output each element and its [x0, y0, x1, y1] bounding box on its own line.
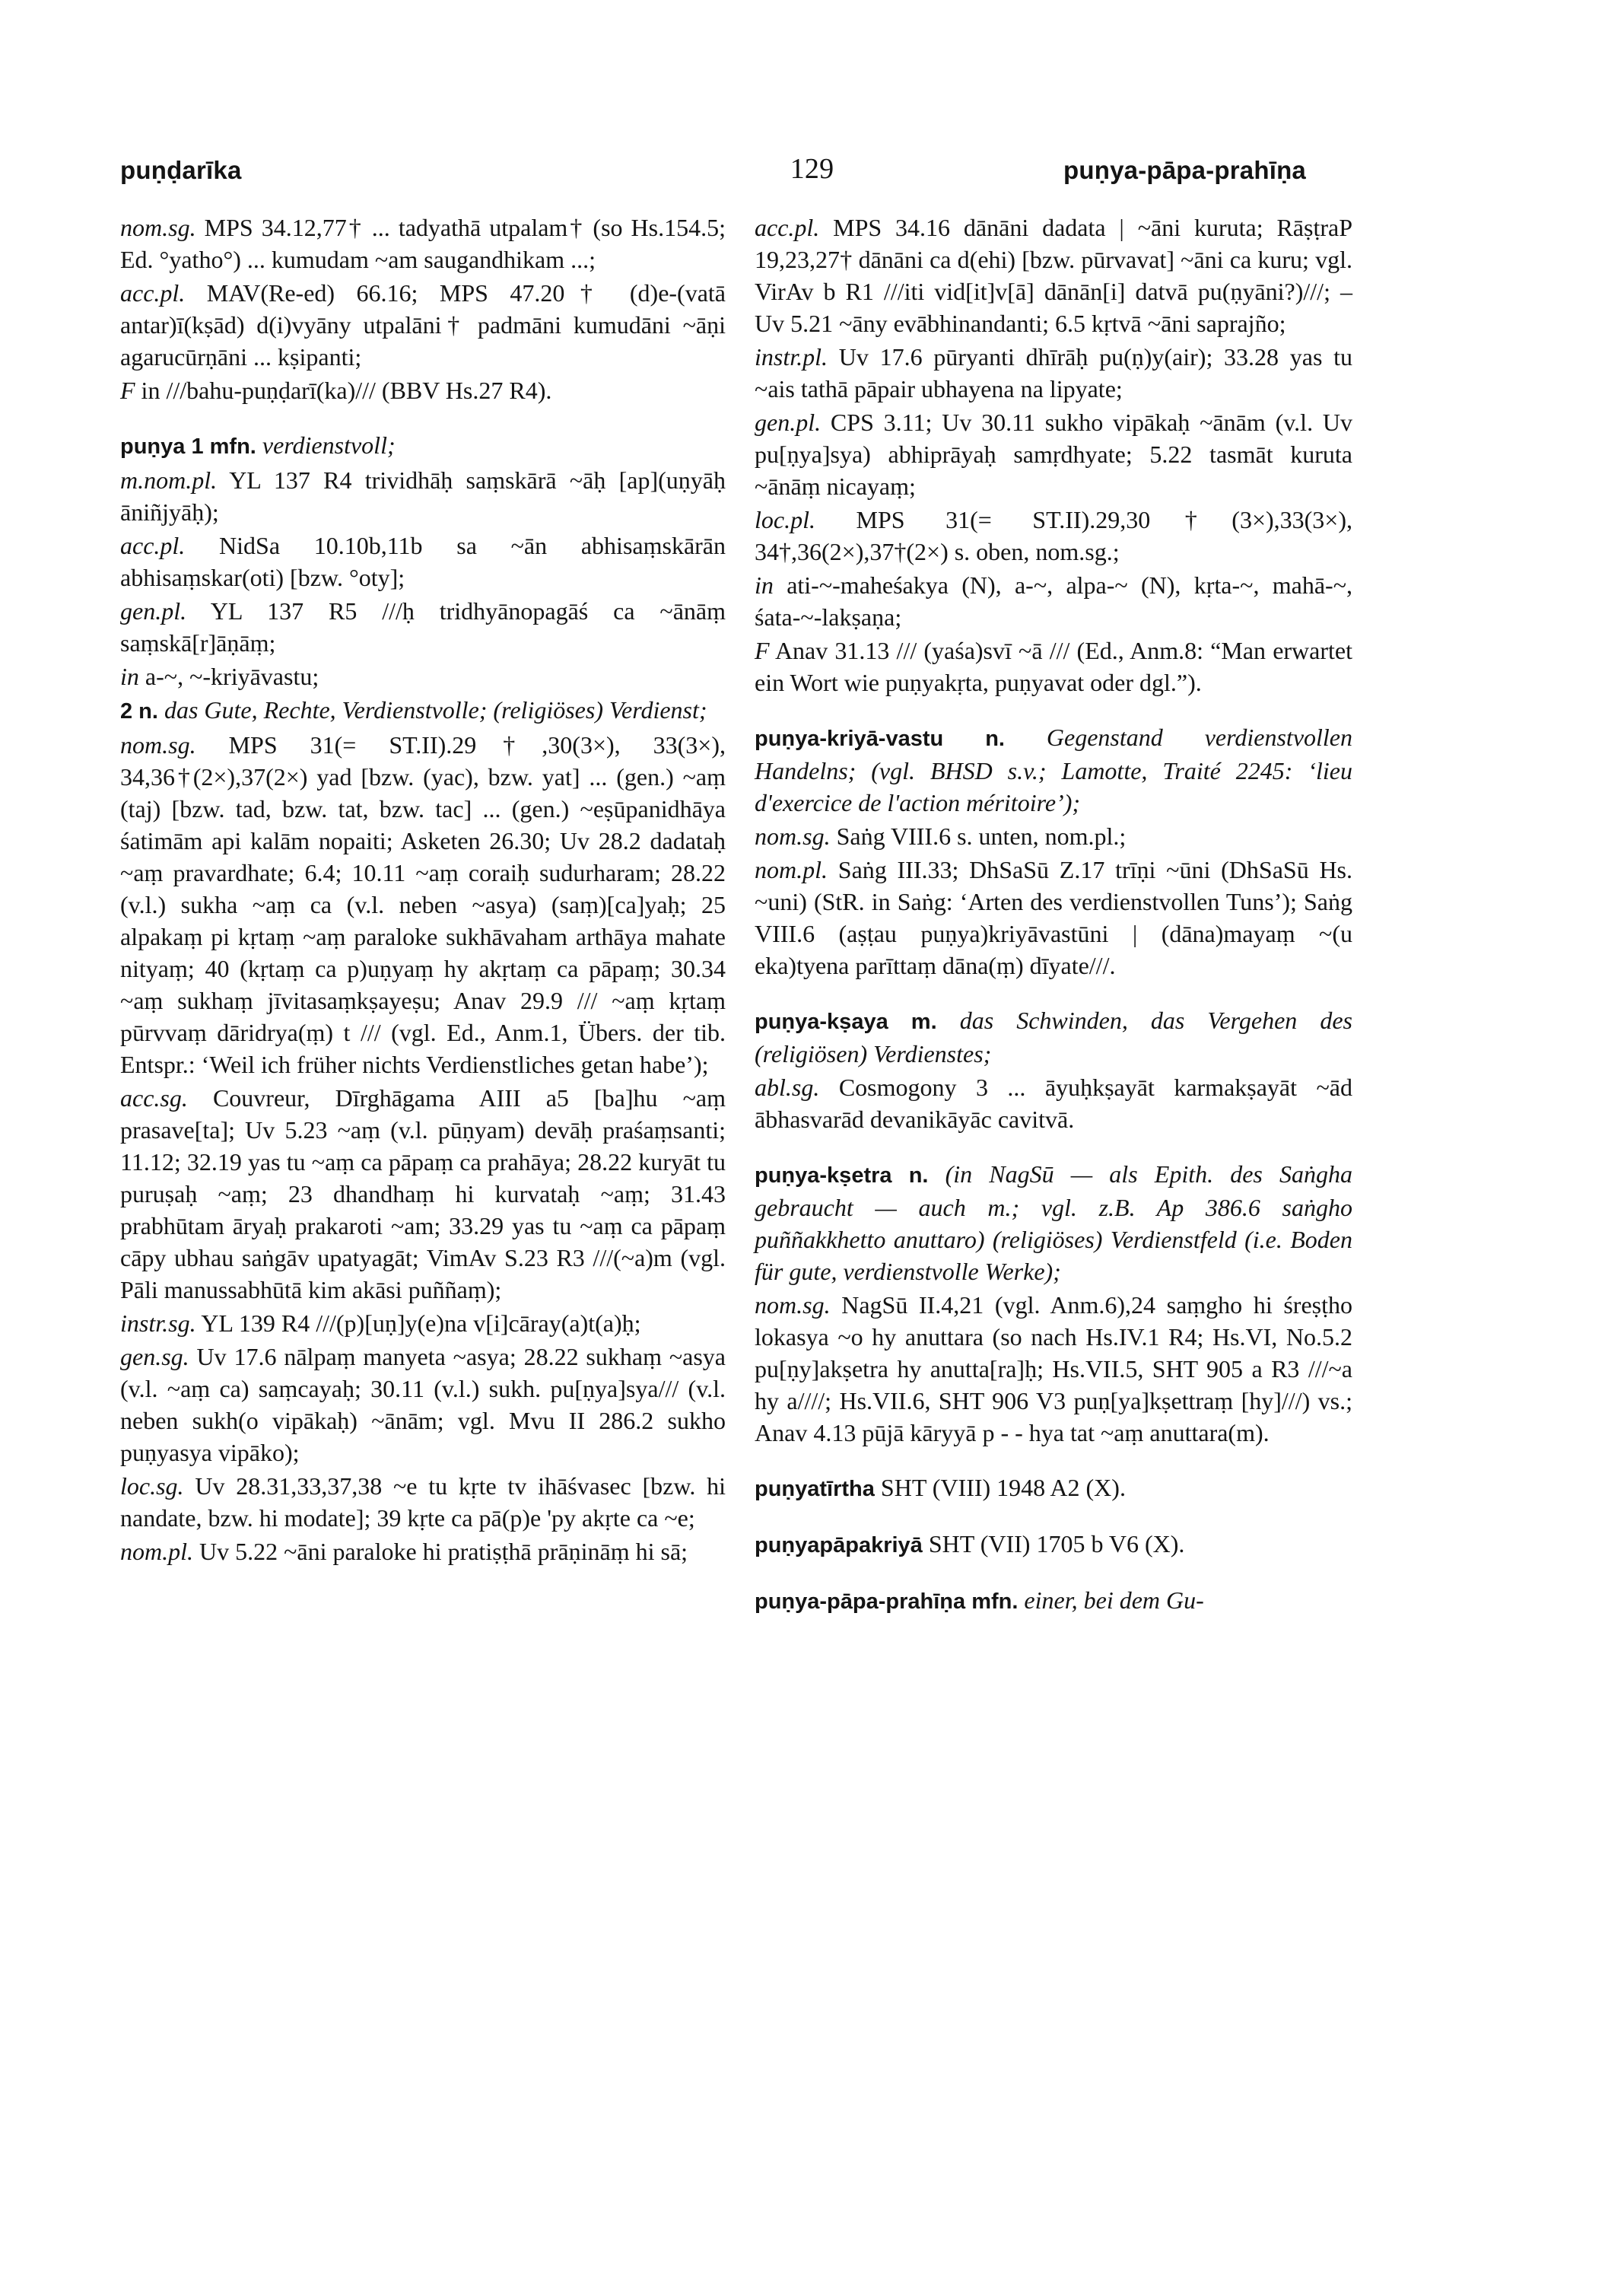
- entry-text: in ///bahu-puṇḍarī(ka)/// (BBV Hs.27 R4).: [141, 377, 552, 404]
- entry-grammar: nom.sg.: [755, 1291, 831, 1319]
- entry-text: Saṅg VIII.6 s. unten, nom.pl.;: [836, 822, 1127, 850]
- dictionary-entry: [755, 569, 1352, 633]
- entry-text: Uv 28.31,33,37,38 ~e tu kṛte tv ihāśvasec [bzw. hi nandate, bzw. hi modate]; 39 kṛte ca pā(p)e 'py akṛte ca ~e;: [120, 1472, 726, 1532]
- entry-grammar: acc.pl.: [120, 532, 186, 559]
- entry-grammar: einer, bei dem Gu-: [1024, 1586, 1204, 1614]
- dictionary-entry: [120, 729, 726, 1080]
- entry-grammar: nom.sg.: [755, 822, 831, 850]
- entry-text: Cosmogony 3 ... āyuḥkṣayāt karmakṣayāt ~ād ābhasvarād devanikāyāc cavitvā.: [755, 1074, 1353, 1133]
- entry-grammar: verdienstvoll;: [262, 431, 396, 459]
- entry-headword: 2 n.: [120, 699, 158, 724]
- dictionary-entry: [120, 1307, 726, 1339]
- entry-text: Uv 17.6 nālpaṃ manyeta ~asya; 28.22 sukhaṃ ~asya (v.l. ~aṃ ca) saṃcayaḥ; 30.11 (v.l.) sukh. pu[ṇya]sya/// (v.l. neben sukh(o vipākaḥ) ~ānām; vgl. Mvu II 286.2 sukho puṇyasya vipāko);: [120, 1343, 726, 1466]
- entry-text: MPS 34.12,77† ... tadyathā utpalam† (so Hs.154.5; Ed. °yatho°) ... kumudam ~am saugandhikam ...;: [120, 214, 726, 273]
- entry-text: a-~, ~-kriyāvastu;: [145, 663, 319, 690]
- entry-grammar: F: [120, 377, 135, 404]
- entry-grammar: nom.sg.: [120, 214, 196, 241]
- dictionary-entry: [120, 1535, 726, 1567]
- entry-text: Couvreur, Dīrghāgama AIII a5 [ba]hu ~aṃ prasave[ta]; Uv 5.23 ~aṃ (v.l. pūṇyam) devāḥ praśaṃsanti; 11.12; 32.19 yas tu ~aṃ ca pāpaṃ ca prahāya; 28.22 kuryāt tu puruṣaḥ ~aṃ; 23 dhandhaṃ hi kurvataḥ ~aṃ; 31.43 prabhūtam āryaḥ prakaroti ~am; 33.29 yas tu ~aṃ ca pāpaṃ cāpy ubhau saṅgāv upatyagāt; VimAv S.23 R3 ///(~a)m (vgl. Pāli manussabhūtā kim akāsi puññaṃ);: [120, 1084, 726, 1303]
- dictionary-entry: [120, 464, 726, 528]
- dictionary-entry: [120, 1082, 726, 1306]
- entry-grammar: nom.sg.: [120, 731, 196, 759]
- left-column: [120, 212, 726, 1569]
- dictionary-entry: [120, 212, 726, 275]
- entry-headword: puṇya-kṣetra n.: [755, 1163, 929, 1188]
- entry-grammar: in: [755, 571, 774, 599]
- entry-grammar: m.nom.pl.: [120, 466, 218, 494]
- dictionary-entry: [755, 1528, 1352, 1561]
- entry-grammar: loc.pl.: [755, 506, 815, 533]
- entry-grammar: (in NagSū — als Epith. des Saṅgha gebraucht — auch m.; vgl. z.B. Ap 386.6 saṅgho puññakkhetto anuttaro) (religiöses) Verdienstfeld (i.e. Boden für gute, verdienstvolle Werke);: [755, 1160, 1353, 1285]
- entry-text: Saṅg III.33; DhSaSū Z.17 trīṇi ~ūni (DhSaSū Hs. ~uni) (StR. in Saṅg: ‘Arten des verdienstvollen Tuns’); Saṅg VIII.6 (aṣṭau puṇya)kriyāvastūni | (dāna)mayaṃ ~(u eka)tyena parīttaṃ dāna(ṃ) dīyate///.: [755, 856, 1353, 979]
- dictionary-entry: [755, 820, 1352, 852]
- entry-grammar: nom.pl.: [120, 1538, 193, 1565]
- entry-grammar: nom.pl.: [755, 856, 828, 883]
- entry-text: NagSū II.4,21 (vgl. Anm.6),24 saṃgho hi śreṣṭho lokasya ~o hy anuttara (so nach Hs.IV.1 R4; Hs.VI, No.5.2 pu[ṇy]akṣetra hy anutta[ra]ḥ; Hs.VII.5, SHT 905 a R3 ///~a hy a////; Hs.VII.6, SHT 906 V3 puṇ[ya]kṣettraṃ [hy]///) vs.; Anav 4.13 pūjā kāryyā p - - hya tat ~aṃ anuttara(m).: [755, 1291, 1352, 1446]
- entry-grammar: acc.pl.: [120, 279, 186, 307]
- entry-grammar: acc.pl.: [755, 214, 820, 241]
- entry-grammar: instr.pl.: [755, 343, 828, 371]
- entry-text: CPS 3.11; Uv 30.11 sukho vipākaḥ ~ānām (v.l. Uv pu[ṇya]sya) abhiprāyaḥ samṛdhyate; 5.22 tasmāt kuruta ~ānāṃ nicayaṃ;: [755, 409, 1353, 500]
- dictionary-entry: [755, 212, 1352, 339]
- entry-grammar: das Schwinden, das Vergehen des (religiösen) Verdienstes;: [755, 1007, 1353, 1067]
- dictionary-entry: [120, 1341, 726, 1468]
- dictionary-entry: [120, 595, 726, 659]
- entry-grammar: acc.sg.: [120, 1084, 188, 1112]
- entry-grammar: in: [120, 663, 139, 690]
- entry-grammar: das Gute, Rechte, Verdienstvolle; (religiöses) Verdienst;: [164, 696, 707, 724]
- dictionary-entry: [755, 406, 1352, 502]
- dictionary-entry: [755, 1071, 1352, 1135]
- dictionary-entry: [120, 374, 726, 406]
- entry-grammar: F: [755, 637, 770, 664]
- dictionary-entry: [755, 721, 1352, 819]
- dictionary-entry: [120, 1470, 726, 1534]
- running-head-right: puṇya-pāpa-prahīṇa: [1063, 156, 1306, 184]
- dictionary-entry: [755, 1158, 1352, 1287]
- entry-text: MPS 31(= ST.II).29,30†(3×),33(3×), 34†,36(2×),37†(2×) s. oben, nom.sg.;: [755, 506, 1353, 565]
- entry-text: MAV(Re-ed) 66.16; MPS 47.20† (d)e-(vatā antar)ī(kṣād) d(i)vyāny utpalāni† padmāni kumudāni ~āṇi agarucūrṇāni ... kṣipanti;: [120, 279, 726, 371]
- dictionary-entry: [755, 504, 1352, 568]
- entry-headword: puṇya-kriyā-vastu n.: [755, 727, 1005, 751]
- entry-text: Uv 17.6 pūryanti dhīrāḥ pu(ṇ)y(air); 33.28 yas tu ~ais tathā pāpair ubhayena na lipyate;: [755, 343, 1353, 402]
- entry-text: YL 139 R4 ///(p)[uṇ]y(e)na v[i]cāray(a)t(a)ḥ;: [201, 1309, 641, 1337]
- entry-grammar: loc.sg.: [120, 1472, 184, 1500]
- entry-text: YL 137 R4 trividhāḥ saṃskārā ~āḥ [ap](uṇyāḥ āniñjyāḥ);: [120, 466, 726, 526]
- entry-grammar: gen.sg.: [120, 1343, 189, 1370]
- entry-text: MPS 34.16 dānāni dadata | ~āni kuruta; RāṣṭraP 19,23,27† dānāni ca d(ehi) [bzw. pūrvavat] ~āni ca kuru; vgl. VirAv b R1 ///iti vid[it]v[ā] dānān[i] datvā pu(ṇyāni?)///; – Uv 5.21 ~āny evābhinandanti; 6.5 kṛtvā ~āni saprajño;: [755, 214, 1353, 337]
- entry-headword: puṇyatīrtha: [755, 1477, 875, 1501]
- dictionary-entry: [755, 1584, 1352, 1618]
- entry-text: Anav 31.13 /// (yaśa)svī ~ā /// (Ed., Anm.8: “Man erwartet ein Wort wie puṇyakṛta, puṇyavat oder dgl.”).: [755, 637, 1353, 696]
- entry-grammar: instr.sg.: [120, 1309, 196, 1337]
- dictionary-entry: [755, 1004, 1352, 1070]
- entry-headword: puṇya-pāpa-prahīṇa mfn.: [755, 1589, 1019, 1614]
- entry-text: MPS 31(= ST.II).29†,30(3×), 33(3×), 34,36†(2×),37(2×) yad [bzw. (yac), bzw. yat] ... (gen.) ~aṃ (taj) [bzw. tad, bzw. tat, bzw. tac] ... (gen.) ~eṣūpanidhāya śatimām api kalām nopaiti; Asketen 26.30; Uv 28.2 dadataḥ ~aṃ pravardhate; 6.4; 10.11 ~aṃ coraiḥ sudurharam; 28.22 (v.l.) sukha ~aṃ ca (v.l. neben ~asya) (saṃ)[ca]yaḥ; 25 alpakaṃ pi kṛtaṃ ~aṃ paraloke sukhāvaham arthāya mahate nityaṃ; 40 (kṛtaṃ ca p)uṇyaṃ hy akṛtaṃ ca pāpaṃ; 30.34 ~aṃ sukhaṃ jīvitasaṃkṣayeṣu; Anav 29.9 /// ~aṃ kṛtaṃ pūrvvaṃ dāridrya(ṃ) t /// (vgl. Ed., Anm.1, Übers. der tib. Entspr.: ‘Weil ich früher nichts Verdienstliches getan habe’);: [120, 731, 726, 1078]
- entry-headword: puṇyapāpakriyā: [755, 1533, 923, 1557]
- entry-text: NidSa 10.10b,11b sa ~ān abhisaṃskārān abhisaṃskar(oti) [bzw. °oty];: [120, 532, 726, 591]
- entry-grammar: gen.pl.: [120, 597, 187, 625]
- entry-grammar: abl.sg.: [755, 1074, 820, 1101]
- entry-text: SHT (VII) 1705 b V6 (X).: [928, 1530, 1185, 1557]
- dictionary-entry: [120, 429, 726, 463]
- entry-text: YL 137 R5 ///ḥ tridhyānopagāś ca ~ānāṃ saṃskā[r]āṇāṃ;: [120, 597, 726, 657]
- dictionary-entry: [755, 1472, 1352, 1505]
- dictionary-entry: [120, 694, 726, 727]
- dictionary-entry: [120, 277, 726, 373]
- dictionary-entry: [755, 1289, 1352, 1449]
- dictionary-entry: [120, 530, 726, 593]
- page-number: 129: [790, 153, 834, 185]
- running-head-left: puṇḍarīka: [120, 156, 242, 184]
- dictionary-entry: [755, 635, 1352, 698]
- dictionary-entry: [755, 854, 1352, 982]
- right-column: [755, 212, 1352, 1619]
- entry-headword: puṇya 1 mfn.: [120, 434, 256, 459]
- entry-text: Uv 5.22 ~āni paraloke hi pratiṣṭhā prāṇināṃ hi sā;: [199, 1538, 688, 1565]
- entry-grammar: gen.pl.: [755, 409, 822, 436]
- dictionary-entry: [120, 660, 726, 692]
- entry-text: ati-~-maheśakya (N), a-~, alpa-~ (N), kṛta-~, mahā-~, śata-~-lakṣaṇa;: [755, 571, 1352, 631]
- entry-headword: puṇya-kṣaya m.: [755, 1010, 937, 1034]
- entry-grammar: Gegenstand verdienstvollen Handelns; (vgl. BHSD s.v.; Lamotte, Traité 2245: ‘lieu d'exercice de l'action méritoire’);: [755, 724, 1352, 816]
- entry-text: SHT (VIII) 1948 A2 (X).: [880, 1474, 1126, 1501]
- dictionary-entry: [755, 341, 1352, 405]
